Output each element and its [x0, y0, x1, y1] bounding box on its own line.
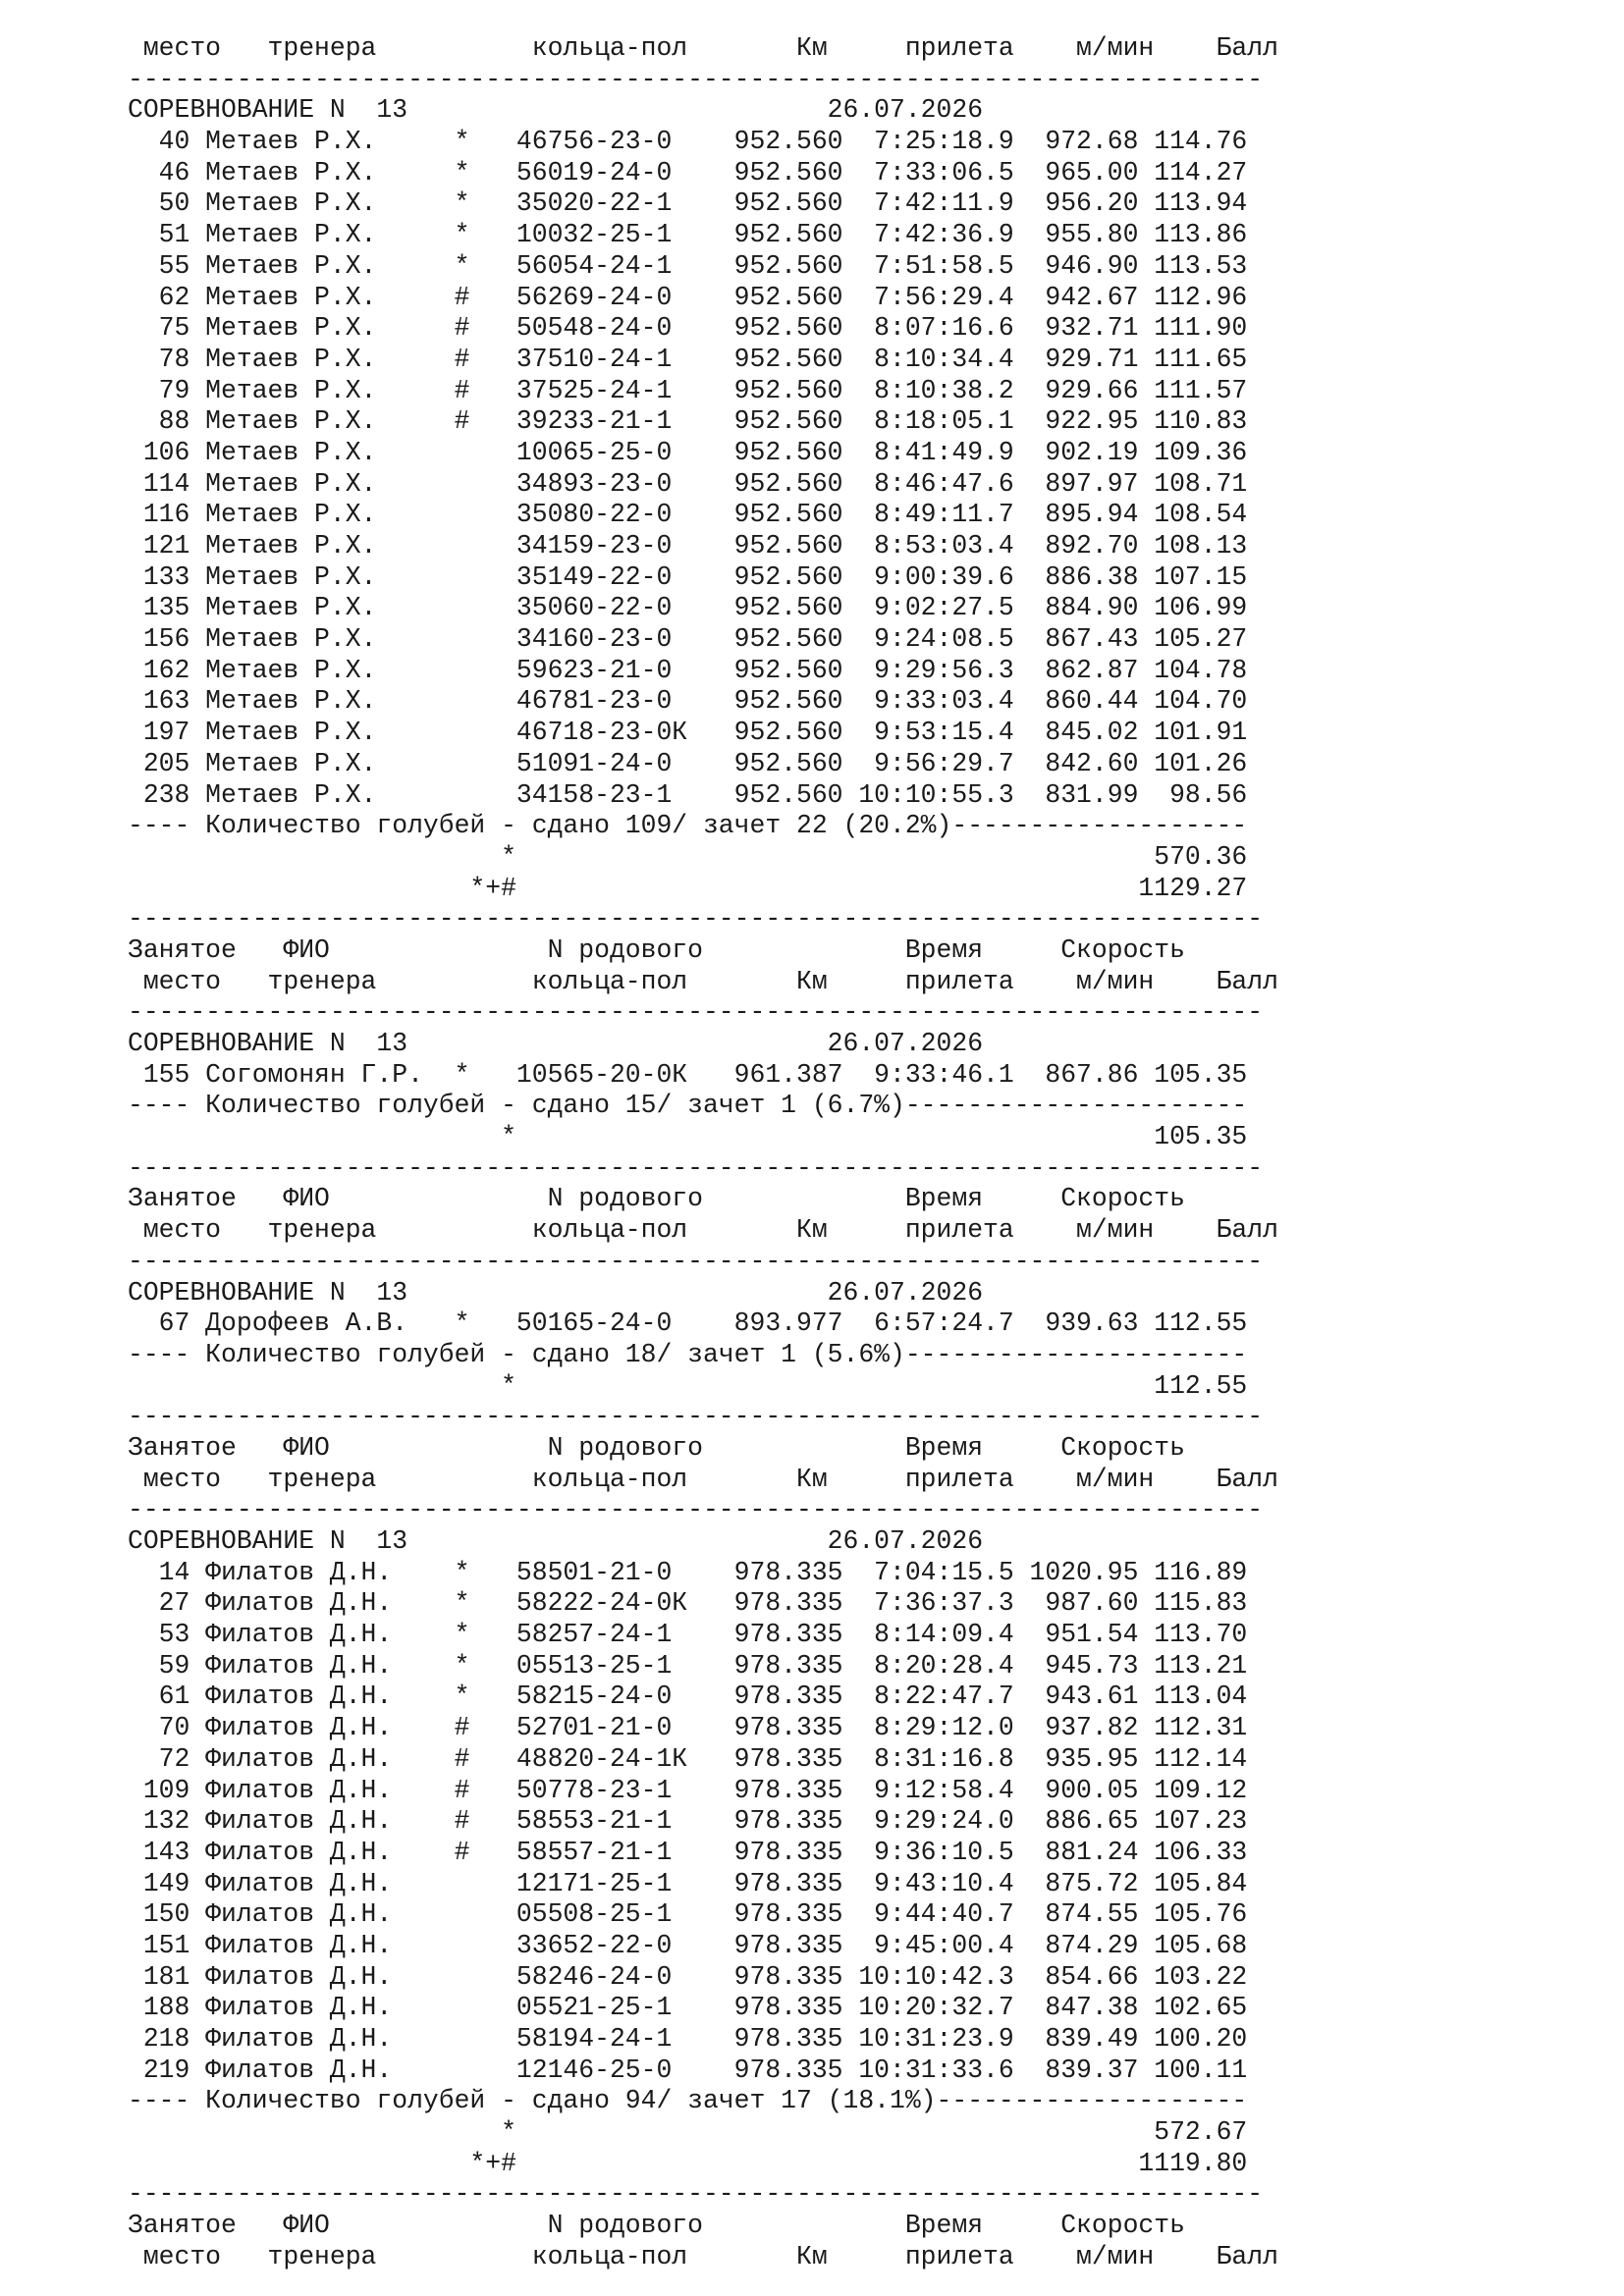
separator-line: -------------------------------------------------------------------------	[128, 997, 1264, 1028]
competition-header: СОРЕВНОВАНИЕ N 13 26.07.2026	[128, 1277, 984, 1308]
summary-line: ---- Количество голубей - сдано 94/ зачет 17 (18.1%)--------------------	[128, 2086, 1248, 2116]
result-row: 181 Филатов Д.Н. 58246-24-0 978.335 10:10:42.3 854.66 103.22	[128, 1961, 1248, 1992]
result-row: 62 Метаев Р.Х. # 56269-24-0 952.560 7:56:29.4 942.67 112.96	[128, 282, 1248, 312]
subtotal-line: * 105.35	[128, 1122, 1248, 1152]
result-row: 51 Метаев Р.Х. * 10032-25-1 952.560 7:42:36.9 955.80 113.86	[128, 220, 1248, 250]
result-row: 149 Филатов Д.Н. 12171-25-1 978.335 9:43:10.4 875.72 105.84	[128, 1868, 1248, 1898]
result-row: 218 Филатов Д.Н. 58194-24-1 978.335 10:31:23.9 839.49 100.20	[128, 2024, 1248, 2054]
result-row: 197 Метаев Р.Х. 46718-23-0К 952.560 9:53:15.4 845.02 101.91	[128, 718, 1248, 748]
column-header-row-2: место тренера кольца-пол Км прилета м/мин Балл	[128, 1464, 1278, 1494]
summary-line: ---- Количество голубей - сдано 15/ зачет 1 (6.7%)----------------------	[128, 1091, 1248, 1121]
result-row: 27 Филатов Д.Н. * 58222-24-0К 978.335 7:36:37.3 987.60 115.83	[128, 1588, 1248, 1619]
result-row: 205 Метаев Р.Х. 51091-24-0 952.560 9:56:29.7 842.60 101.26	[128, 748, 1248, 778]
results-printout	[128, 33, 1278, 2273]
result-row: 53 Филатов Д.Н. * 58257-24-1 978.335 8:14:09.4 951.54 113.70	[128, 1620, 1248, 1650]
result-row: 61 Филатов Д.Н. * 58215-24-0 978.335 8:22:47.7 943.61 113.04	[128, 1682, 1248, 1712]
result-row: 163 Метаев Р.Х. 46781-23-0 952.560 9:33:03.4 860.44 104.70	[128, 686, 1248, 717]
result-row: 143 Филатов Д.Н. # 58557-21-1 978.335 9:36:10.5 881.24 106.33	[128, 1837, 1248, 1867]
separator-line: -------------------------------------------------------------------------	[128, 1402, 1264, 1432]
competition-header: СОРЕВНОВАНИЕ N 13 26.07.2026	[128, 1526, 984, 1556]
result-row: 14 Филатов Д.Н. * 58501-21-0 978.335 7:04:15.5 1020.95 116.89	[128, 1557, 1248, 1587]
result-row: 40 Метаев Р.Х. * 46756-23-0 952.560 7:25:18.9 972.68 114.76	[128, 127, 1248, 157]
result-row: 78 Метаев Р.Х. # 37510-24-1 952.560 8:10:34.4 929.71 111.65	[128, 344, 1248, 374]
result-row: 109 Филатов Д.Н. # 50778-23-1 978.335 9:12:58.4 900.05 109.12	[128, 1775, 1248, 1805]
separator-line: -------------------------------------------------------------------------	[128, 64, 1264, 94]
result-row: 121 Метаев Р.Х. 34159-23-0 952.560 8:53:03.4 892.70 108.13	[128, 531, 1248, 561]
result-row: 151 Филатов Д.Н. 33652-22-0 978.335 9:45:00.4 874.29 105.68	[128, 1930, 1248, 1960]
separator-line: -------------------------------------------------------------------------	[128, 1246, 1264, 1276]
result-row: 116 Метаев Р.Х. 35080-22-0 952.560 8:49:11.7 895.94 108.54	[128, 500, 1248, 530]
result-row: 55 Метаев Р.Х. * 56054-24-1 952.560 7:51:58.5 946.90 113.53	[128, 250, 1248, 281]
result-row: 79 Метаев Р.Х. # 37525-24-1 952.560 8:10:38.2 929.66 111.57	[128, 375, 1248, 405]
summary-line: ---- Количество голубей - сдано 18/ зачет 1 (5.6%)----------------------	[128, 1339, 1248, 1369]
result-row: 162 Метаев Р.Х. 59623-21-0 952.560 9:29:56.3 862.87 104.78	[128, 655, 1248, 685]
summary-line: ---- Количество голубей - сдано 109/ зачет 22 (20.2%)-------------------	[128, 811, 1248, 841]
separator-line: -------------------------------------------------------------------------	[128, 1495, 1264, 1525]
column-header-row-1: Занятое ФИО N родового Время Скорость	[128, 934, 1185, 965]
separator-line: -------------------------------------------------------------------------	[128, 904, 1264, 934]
result-row: 188 Филатов Д.Н. 05521-25-1 978.335 10:20:32.7 847.38 102.65	[128, 1993, 1248, 2023]
result-row: 67 Дорофеев А.В. * 50165-24-0 893.977 6:57:24.7 939.63 112.55	[128, 1308, 1248, 1339]
result-row: 72 Филатов Д.Н. # 48820-24-1К 978.335 8:31:16.8 935.95 112.14	[128, 1743, 1248, 1774]
competition-header: СОРЕВНОВАНИЕ N 13 26.07.2026	[128, 95, 984, 126]
result-row: 132 Филатов Д.Н. # 58553-21-1 978.335 9:29:24.0 886.65 107.23	[128, 1806, 1248, 1837]
column-header-row-2: место тренера кольца-пол Км прилета м/мин Балл	[128, 1215, 1278, 1246]
separator-line: -------------------------------------------------------------------------	[128, 1152, 1264, 1183]
result-row: 114 Метаев Р.Х. 34893-23-0 952.560 8:46:47.6 897.97 108.71	[128, 468, 1248, 499]
result-row: 238 Метаев Р.Х. 34158-23-1 952.560 10:10:55.3 831.99 98.56	[128, 779, 1248, 810]
column-header-row-1: Занятое ФИО N родового Время Скорость	[128, 1184, 1185, 1214]
result-row: 70 Филатов Д.Н. # 52701-21-0 978.335 8:29:12.0 937.82 112.31	[128, 1713, 1248, 1743]
subtotal-line: * 112.55	[128, 1370, 1248, 1401]
result-row: 88 Метаев Р.Х. # 39233-21-1 952.560 8:18:05.1 922.95 110.83	[128, 406, 1248, 437]
result-row: 155 Согомонян Г.Р. * 10565-20-0К 961.387 9:33:46.1 867.86 105.35	[128, 1059, 1248, 1090]
competition-header: СОРЕВНОВАНИЕ N 13 26.07.2026	[128, 1029, 984, 1058]
result-row: 133 Метаев Р.Х. 35149-22-0 952.560 9:00:39.6 886.38 107.15	[128, 561, 1248, 592]
column-header-row-2: место тренера кольца-пол Км прилета м/мин Балл	[128, 2241, 1278, 2271]
result-row: 156 Метаев Р.Х. 34160-23-0 952.560 9:24:08.5 867.43 105.27	[128, 624, 1248, 655]
subtotal-line: * 572.67	[128, 2117, 1248, 2148]
result-row: 75 Метаев Р.Х. # 50548-24-0 952.560 8:07:16.6 932.71 111.90	[128, 313, 1248, 344]
subtotal-line: *+# 1119.80	[128, 2148, 1248, 2178]
column-header-row-2: место тренера кольца-пол Км прилета м/мин Балл	[128, 33, 1278, 63]
result-row: 46 Метаев Р.Х. * 56019-24-0 952.560 7:33:06.5 965.00 114.27	[128, 157, 1248, 187]
result-row: 106 Метаев Р.Х. 10065-25-0 952.560 8:41:49.9 902.19 109.36	[128, 437, 1248, 467]
result-row: 59 Филатов Д.Н. * 05513-25-1 978.335 8:20:28.4 945.73 113.21	[128, 1650, 1248, 1681]
column-header-row-1: Занятое ФИО N родового Время Скорость	[128, 2211, 1185, 2241]
result-row: 219 Филатов Д.Н. 12146-25-0 978.335 10:31:33.6 839.37 100.11	[128, 2055, 1248, 2085]
result-row: 135 Метаев Р.Х. 35060-22-0 952.560 9:02:27.5 884.90 106.99	[128, 593, 1248, 623]
column-header-row-1: Занятое ФИО N родового Время Скорость	[128, 1432, 1185, 1463]
subtotal-line: *+# 1129.27	[128, 873, 1248, 903]
result-row: 150 Филатов Д.Н. 05508-25-1 978.335 9:44:40.7 874.55 105.76	[128, 1899, 1248, 1930]
separator-line: -------------------------------------------------------------------------	[128, 2179, 1264, 2210]
subtotal-line: * 570.36	[128, 841, 1248, 872]
column-header-row-2: место тренера кольца-пол Км прилета м/мин Балл	[128, 966, 1278, 996]
result-row: 50 Метаев Р.Х. * 35020-22-1 952.560 7:42:11.9 956.20 113.94	[128, 188, 1248, 219]
